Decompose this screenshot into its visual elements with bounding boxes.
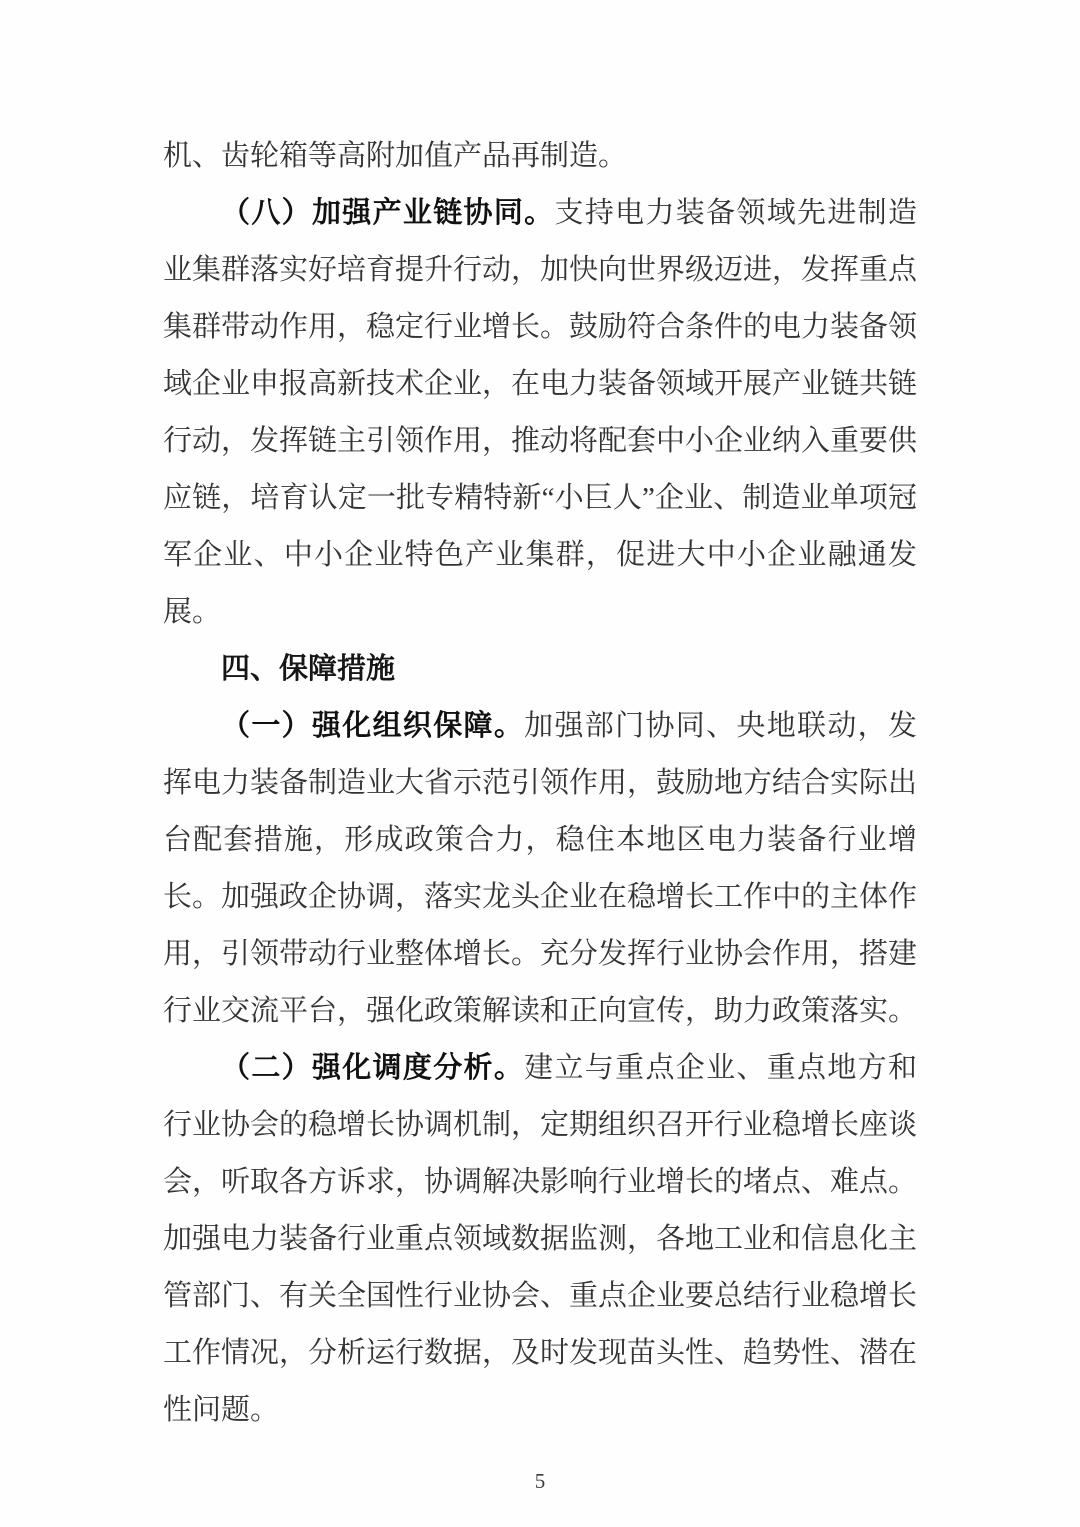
section-heading: [163, 641, 917, 698]
paragraph-continuation: [163, 128, 917, 185]
paragraph-text: 机、齿轮箱等高附加值产品再制造。: [163, 140, 628, 172]
paragraph-lead: （八）加强产业链协同。: [221, 197, 555, 229]
document-body: [163, 128, 917, 1496]
paragraph-text: 加强部门协同、央地联动，发挥电力装备制造业大省示范引领作用，鼓励地方结合实际出台配套措施，形成政策合力，稳住本地区电力装备行业增长。加强政企协调，落实龙头企业在稳增长工作中的主体作用，引领带动行业整体增长。充分发挥行业协会作用，搭建行业交流平台，强化政策解读和正向宣传，助力政策落实。: [163, 710, 918, 1027]
page-number: 5: [534, 1469, 546, 1493]
page-footer: [163, 1467, 917, 1496]
paragraph-item-1: [163, 698, 917, 1040]
paragraph-item-8: [163, 185, 917, 641]
section-heading-label: 四、保障措施: [221, 653, 396, 685]
paragraph-text: 建立与重点企业、重点地方和行业协会的稳增长协调机制，定期组织召开行业稳增长座谈会，听取各方诉求，协调解决影响行业增长的堵点、难点。加强电力装备行业重点领域数据监测，各地工业和信息化主管部门、有关全国性行业协会、重点企业要总结行业稳增长工作情况，分析运行数据，及时发现苗头性、趋势性、潜在性问题。: [163, 1052, 918, 1426]
paragraph-lead: （二）强化调度分析。: [221, 1052, 525, 1084]
paragraph-item-2: [163, 1040, 917, 1439]
paragraph-lead: （一）强化组织保障。: [221, 710, 525, 742]
paragraph-text: 支持电力装备领域先进制造业集群落实好培育提升行动，加快向世界级迈进，发挥重点集群带动作用，稳定行业增长。鼓励符合条件的电力装备领域企业申报高新技术企业，在电力装备领域开展产业链共链行动，发挥链主引领作用，推动将配套中小企业纳入重要供应链，培育认定一批专精特新“小巨人”企业、制造业单项冠军企业、中小企业特色产业集群，促进大中小企业融通发展。: [163, 197, 918, 628]
